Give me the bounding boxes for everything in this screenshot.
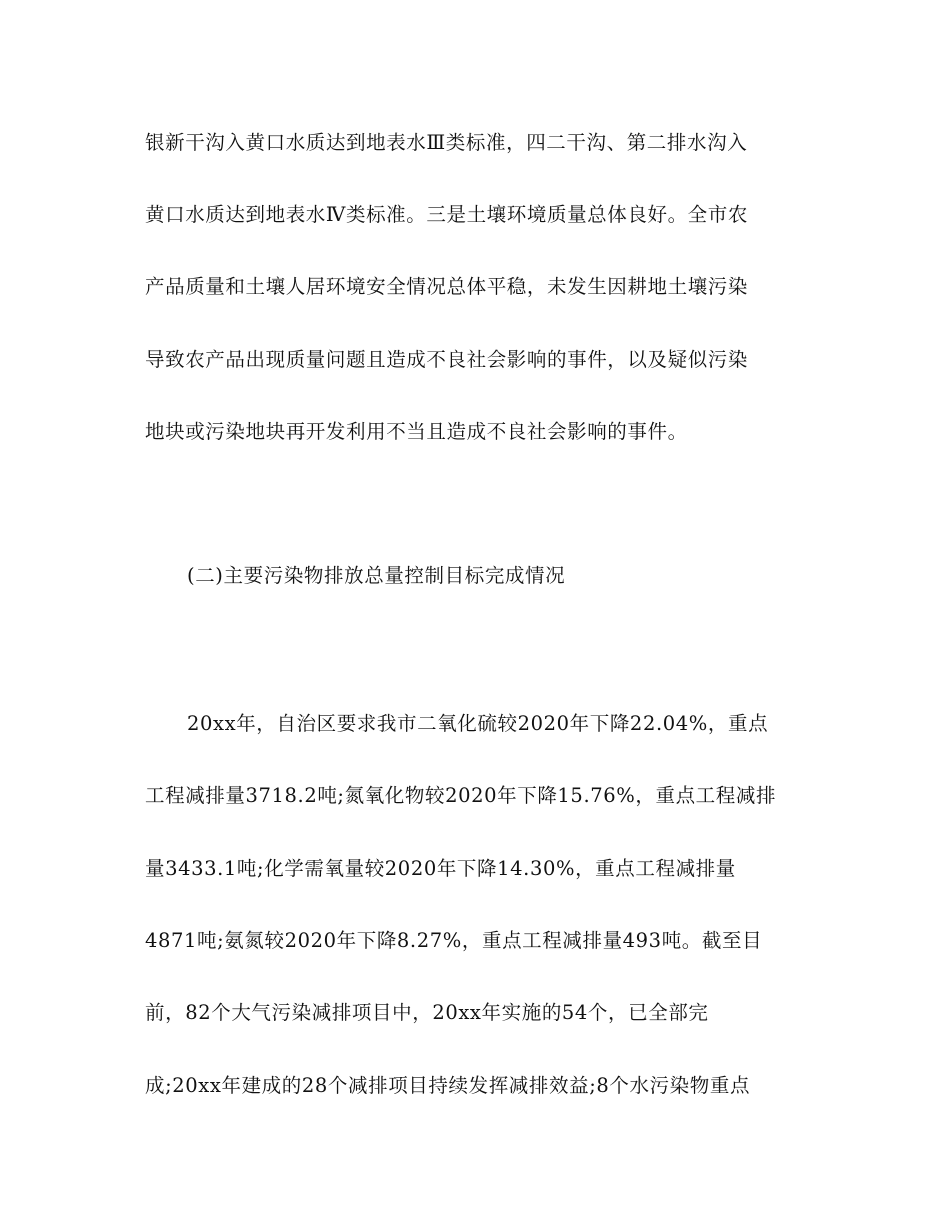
paragraph-line: 量3433.1吨;化学需氧量较2020年下降14.30%，重点工程减排量 — [145, 857, 736, 880]
section-heading: (二)主要污染物排放总量控制目标完成情况 — [187, 564, 566, 587]
paragraph-line: 20xx年，自治区要求我市二氧化硫较2020年下降22.04%，重点 — [187, 712, 769, 735]
paragraph-line: 地块或污染地块再开发利用不当且造成不良社会影响的事件。 — [145, 420, 688, 443]
paragraph-line: 银新干沟入黄口水质达到地表水Ⅲ类标准，四二干沟、第二排水沟入 — [145, 131, 748, 154]
paragraph-line: 4871吨;氨氮较2020年下降8.27%，重点工程减排量493吨。截至目 — [145, 929, 763, 952]
paragraph-line: 黄口水质达到地表水Ⅳ类标准。三是土壤环境质量总体良好。全市农 — [145, 203, 748, 226]
paragraph-line: 导致农产品出现质量问题且造成不良社会影响的事件，以及疑似污染 — [145, 348, 749, 371]
paragraph-line: 成;20xx年建成的28个减排项目持续发挥减排效益;8个水污染物重点 — [145, 1074, 751, 1097]
paragraph-line: 产品质量和土壤人居环境安全情况总体平稳，未发生因耕地土壤污染 — [145, 275, 749, 298]
paragraph-line: 工程减排量3718.2吨;氮氧化物较2020年下降15.76%，重点工程减排 — [145, 784, 777, 807]
paragraph-line: 前，82个大气污染减排项目中，20xx年实施的54个，已全部完 — [145, 1001, 709, 1024]
